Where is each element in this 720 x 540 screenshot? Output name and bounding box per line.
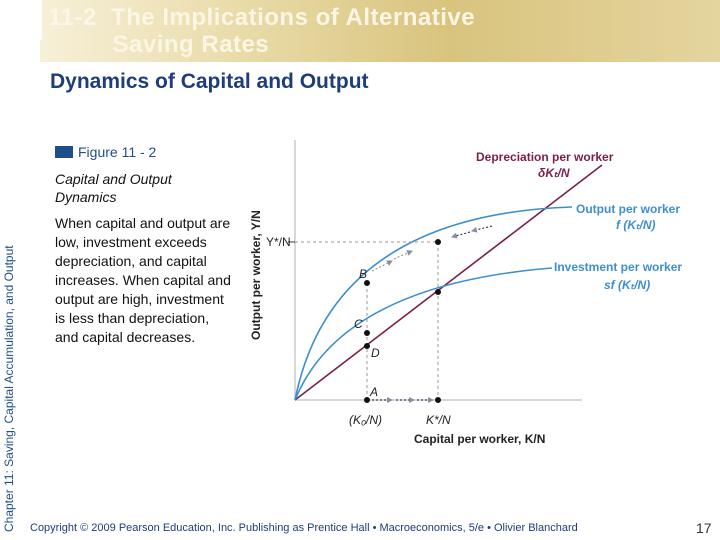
x-axis-label: Capital per worker, K/N (414, 432, 546, 446)
output-adjust-arrow-3 (472, 226, 492, 231)
output-adjust-arrow-1 (372, 261, 392, 271)
output-adjust-arrow-4 (452, 232, 470, 237)
copyright-footer: Copyright © 2009 Pearson Education, Inc. Publishing as Prentice Hall • Macroeconomics, 5/e • Olivier Blanchard (30, 522, 578, 534)
output-curve (295, 207, 572, 400)
k-zero-label: (K₀/N) (349, 413, 383, 427)
depreciation-title: Depreciation per worker (476, 150, 614, 164)
y-axis-label: Output per worker, Y/N (249, 210, 263, 340)
y-star-label: Y*/N (266, 235, 291, 249)
point-d-label: D (371, 346, 380, 360)
steady-state-output-point (435, 239, 441, 245)
slide-title: 11-2 The Implications of Alternative Saving Rates (48, 4, 476, 58)
output-formula: f (Kₜ/N) (616, 218, 656, 232)
investment-title: Investment per worker (554, 260, 683, 274)
point-a-label: A (370, 385, 379, 399)
output-adjust-arrow-2 (394, 251, 412, 259)
figure-label: Figure 11 - 2 (78, 144, 157, 160)
title-band-gap (0, 0, 42, 40)
depreciation-line (295, 165, 602, 400)
investment-curve (295, 268, 552, 400)
page-number: 17 (696, 520, 712, 536)
steady-state-capital-point (435, 397, 441, 403)
depreciation-formula: δKₜ/N (538, 166, 570, 180)
output-title: Output per worker (576, 202, 681, 216)
steady-state-investment-point (435, 289, 441, 295)
figure-description: When capital and output are low, investment exceeds depreciation, and capital increases. When capital and output are high, investment is less than depreciation, and capital decreases. (55, 215, 231, 345)
figure-marker (55, 146, 73, 158)
capital-output-diagram (232, 135, 720, 455)
k-star-label: K*/N (426, 413, 451, 427)
point-c (364, 330, 370, 336)
figure-caption: Capital and Output Dynamics (55, 171, 172, 205)
point-b-label: B (359, 267, 368, 281)
chapter-label: Chapter 11: Saving, Capital Accumulation, and Output (2, 245, 16, 532)
point-d (364, 343, 370, 349)
investment-formula: sf (Kₜ/N) (604, 278, 651, 292)
slide-subtitle: Dynamics of Capital and Output (50, 70, 369, 93)
point-c-label: C (354, 317, 363, 331)
